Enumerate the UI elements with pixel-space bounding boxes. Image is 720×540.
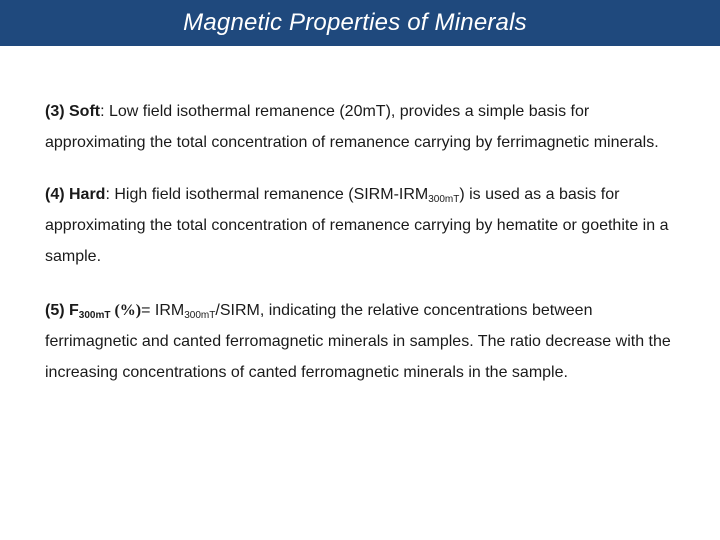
slide-body <box>45 96 685 410</box>
f300-text-after: /SIRM, indicating the relative concentrations between ferrimagnetic and canted ferromagnetic minerals in samples. The ratio decrease with the increasing concentrations of canted ferromagnetic minerals in the sample. <box>45 302 671 381</box>
f300-label-subscript: 300mT <box>78 310 111 321</box>
hard-subscript: 300mT <box>428 194 460 205</box>
f300-subscript: 300mT <box>184 310 216 321</box>
soft-text: : Low field isothermal remanence (20mT), provides a simple basis for approximating the total concentration of remanence carrying by ferrimagnetic minerals. <box>45 103 659 151</box>
title-bar <box>0 0 720 46</box>
f300-unit: (%) <box>110 302 142 319</box>
f300-label: (5) F <box>45 302 79 319</box>
hard-text-before: : High field isothermal remanence (SIRM-IRM <box>105 186 429 203</box>
hard-text-after: ) is used as a basis for approximating the total concentration of remanence carrying by hematite or goethite in a sample. <box>45 186 669 265</box>
hard-label: (4) Hard <box>45 186 106 203</box>
slide-title: Magnetic Properties of Minerals <box>183 9 527 36</box>
paragraph-f300 <box>45 295 685 388</box>
paragraph-hard <box>45 179 685 272</box>
f300-text-before: = IRM <box>141 302 185 319</box>
soft-label: (3) Soft <box>45 103 101 120</box>
paragraph-soft <box>45 96 685 158</box>
